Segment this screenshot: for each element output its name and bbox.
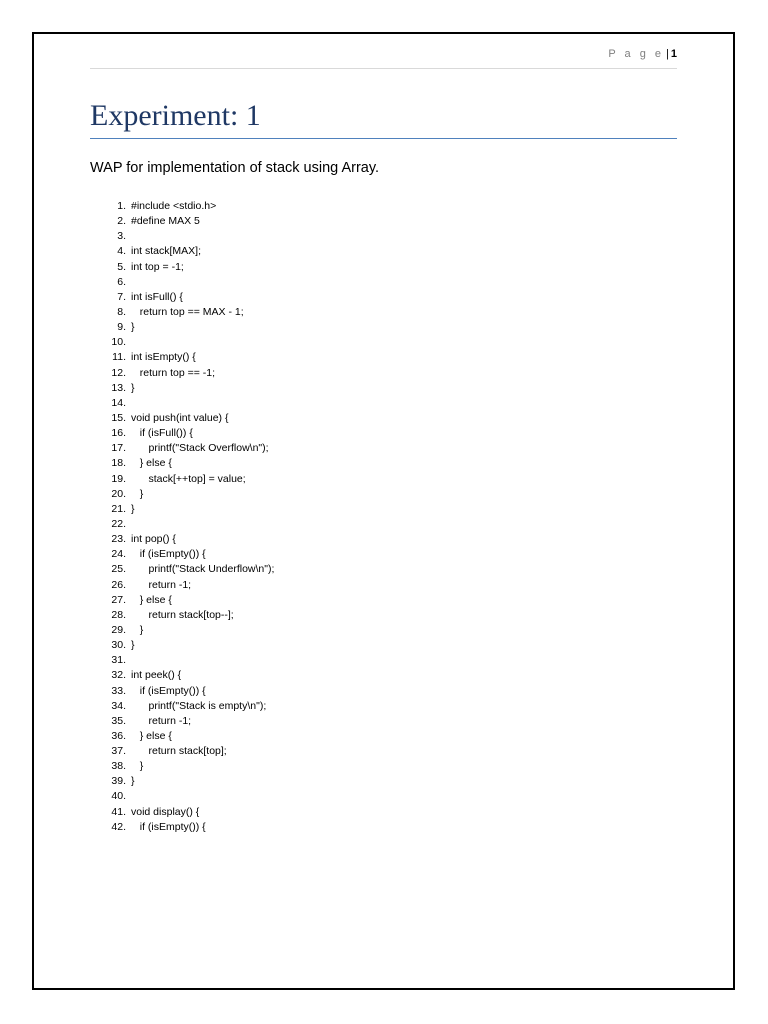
line-number: 34. — [111, 699, 126, 712]
code-text: void display() { — [131, 805, 200, 818]
line-number: 6. — [117, 275, 126, 288]
line-number: 20. — [111, 487, 126, 500]
code-line — [110, 199, 274, 214]
code-line — [110, 381, 274, 396]
code-line — [110, 260, 274, 275]
line-number: 2. — [117, 215, 126, 228]
code-line — [110, 366, 274, 381]
page-label: P a g e — [608, 48, 665, 60]
code-line — [110, 290, 274, 305]
line-number: 31. — [111, 654, 126, 667]
code-line — [110, 441, 274, 456]
code-line — [110, 244, 274, 259]
line-number: 25. — [111, 563, 126, 576]
page-header — [90, 48, 677, 69]
code-text: } else { — [131, 457, 172, 470]
code-line — [110, 456, 274, 471]
line-number: 1. — [117, 200, 126, 212]
code-line — [110, 578, 274, 593]
code-line — [110, 214, 274, 229]
line-number: 30. — [111, 639, 126, 652]
code-line — [110, 532, 274, 547]
line-number: 15. — [111, 411, 126, 424]
code-text: printf("Stack Overflow\n"); — [131, 442, 269, 455]
line-number: 8. — [117, 305, 126, 318]
code-text: int peek() { — [131, 669, 182, 682]
line-number: 17. — [111, 442, 126, 455]
code-text: if (isEmpty()) { — [131, 684, 206, 697]
line-number: 32. — [111, 669, 126, 682]
code-text: } — [131, 639, 135, 652]
line-number: 27. — [111, 593, 126, 606]
code-text: } — [131, 623, 144, 636]
code-text: } else { — [131, 593, 172, 606]
code-line — [110, 320, 274, 335]
line-number: 23. — [111, 533, 126, 546]
code-text: stack[++top] = value; — [131, 472, 246, 485]
code-line — [110, 547, 274, 562]
code-text: if (isEmpty()) { — [131, 548, 206, 561]
code-text: void push(int value) { — [131, 411, 229, 424]
code-line — [110, 699, 274, 714]
code-line — [110, 487, 274, 502]
code-text: int isFull() { — [131, 290, 183, 303]
code-line — [110, 623, 274, 638]
code-text: int top = -1; — [131, 260, 184, 273]
code-text: int stack[MAX]; — [131, 245, 202, 258]
code-line — [110, 668, 274, 683]
line-number: 37. — [111, 745, 126, 758]
line-number: 16. — [111, 427, 126, 440]
code-line — [110, 729, 274, 744]
line-number: 22. — [111, 517, 126, 530]
line-number: 35. — [111, 714, 126, 727]
line-number: 42. — [111, 820, 126, 833]
code-line — [110, 820, 274, 835]
code-text: } else { — [131, 729, 172, 742]
code-text: return -1; — [131, 578, 192, 591]
line-number: 39. — [111, 775, 126, 788]
line-number: 13. — [111, 381, 126, 394]
line-number: 40. — [111, 790, 126, 803]
line-number: 11. — [112, 351, 126, 364]
code-text: } — [131, 760, 144, 773]
line-number: 28. — [111, 608, 126, 621]
code-text: return -1; — [131, 714, 192, 727]
code-line — [110, 472, 274, 487]
code-line — [110, 789, 274, 804]
line-number: 4. — [117, 245, 126, 258]
code-text: } — [131, 502, 135, 515]
line-number: 7. — [117, 290, 126, 303]
page-number: 1 — [670, 48, 677, 60]
page-title: Experiment: 1 — [90, 96, 677, 139]
code-line — [110, 350, 274, 365]
line-number: 12. — [111, 366, 126, 379]
code-text: printf("Stack is empty\n"); — [131, 699, 267, 712]
code-text: return stack[top]; — [131, 745, 227, 758]
line-number: 14. — [111, 396, 126, 409]
line-number: 41. — [111, 805, 126, 818]
line-number: 26. — [111, 578, 126, 591]
document-page — [32, 32, 735, 990]
code-listing — [110, 199, 274, 835]
code-text: return top == MAX - 1; — [131, 305, 244, 318]
code-line — [110, 517, 274, 532]
line-number: 19. — [111, 472, 126, 485]
line-number: 29. — [111, 623, 126, 636]
code-line — [110, 562, 274, 577]
code-text: return stack[top--]; — [131, 608, 234, 621]
code-text: #include <stdio.h> — [131, 200, 217, 212]
code-line — [110, 411, 274, 426]
code-text: #define MAX 5 — [131, 215, 200, 228]
line-number: 36. — [111, 729, 126, 742]
code-line — [110, 426, 274, 441]
line-number: 3. — [117, 230, 126, 243]
code-line — [110, 805, 274, 820]
code-text: } — [131, 487, 144, 500]
code-line — [110, 653, 274, 668]
code-text: } — [131, 775, 135, 788]
code-text: printf("Stack Underflow\n"); — [131, 563, 275, 576]
code-line — [110, 593, 274, 608]
code-line — [110, 638, 274, 653]
code-line — [110, 714, 274, 729]
line-number: 5. — [117, 260, 126, 273]
line-number: 21. — [111, 502, 126, 515]
line-number: 24. — [111, 548, 126, 561]
code-line — [110, 744, 274, 759]
code-line — [110, 229, 274, 244]
code-line — [110, 502, 274, 517]
code-line — [110, 335, 274, 350]
line-number: 9. — [117, 321, 126, 334]
code-line — [110, 275, 274, 290]
code-line — [110, 608, 274, 623]
page-separator: | — [666, 48, 669, 60]
code-line — [110, 684, 274, 699]
code-text: if (isEmpty()) { — [131, 820, 206, 833]
experiment-aim: WAP for implementation of stack using Array. — [90, 160, 380, 176]
code-line — [110, 305, 274, 320]
code-text: int pop() { — [131, 533, 176, 546]
code-text: } — [131, 381, 135, 394]
code-line — [110, 396, 274, 411]
code-line — [110, 774, 274, 789]
code-text: if (isFull()) { — [131, 427, 193, 440]
line-number: 38. — [111, 760, 126, 773]
line-number: 18. — [111, 457, 126, 470]
code-text: } — [131, 321, 135, 334]
line-number: 33. — [111, 684, 126, 697]
code-text: return top == -1; — [131, 366, 216, 379]
line-number: 10. — [111, 336, 126, 349]
code-text: int isEmpty() { — [131, 351, 196, 364]
code-line — [110, 759, 274, 774]
